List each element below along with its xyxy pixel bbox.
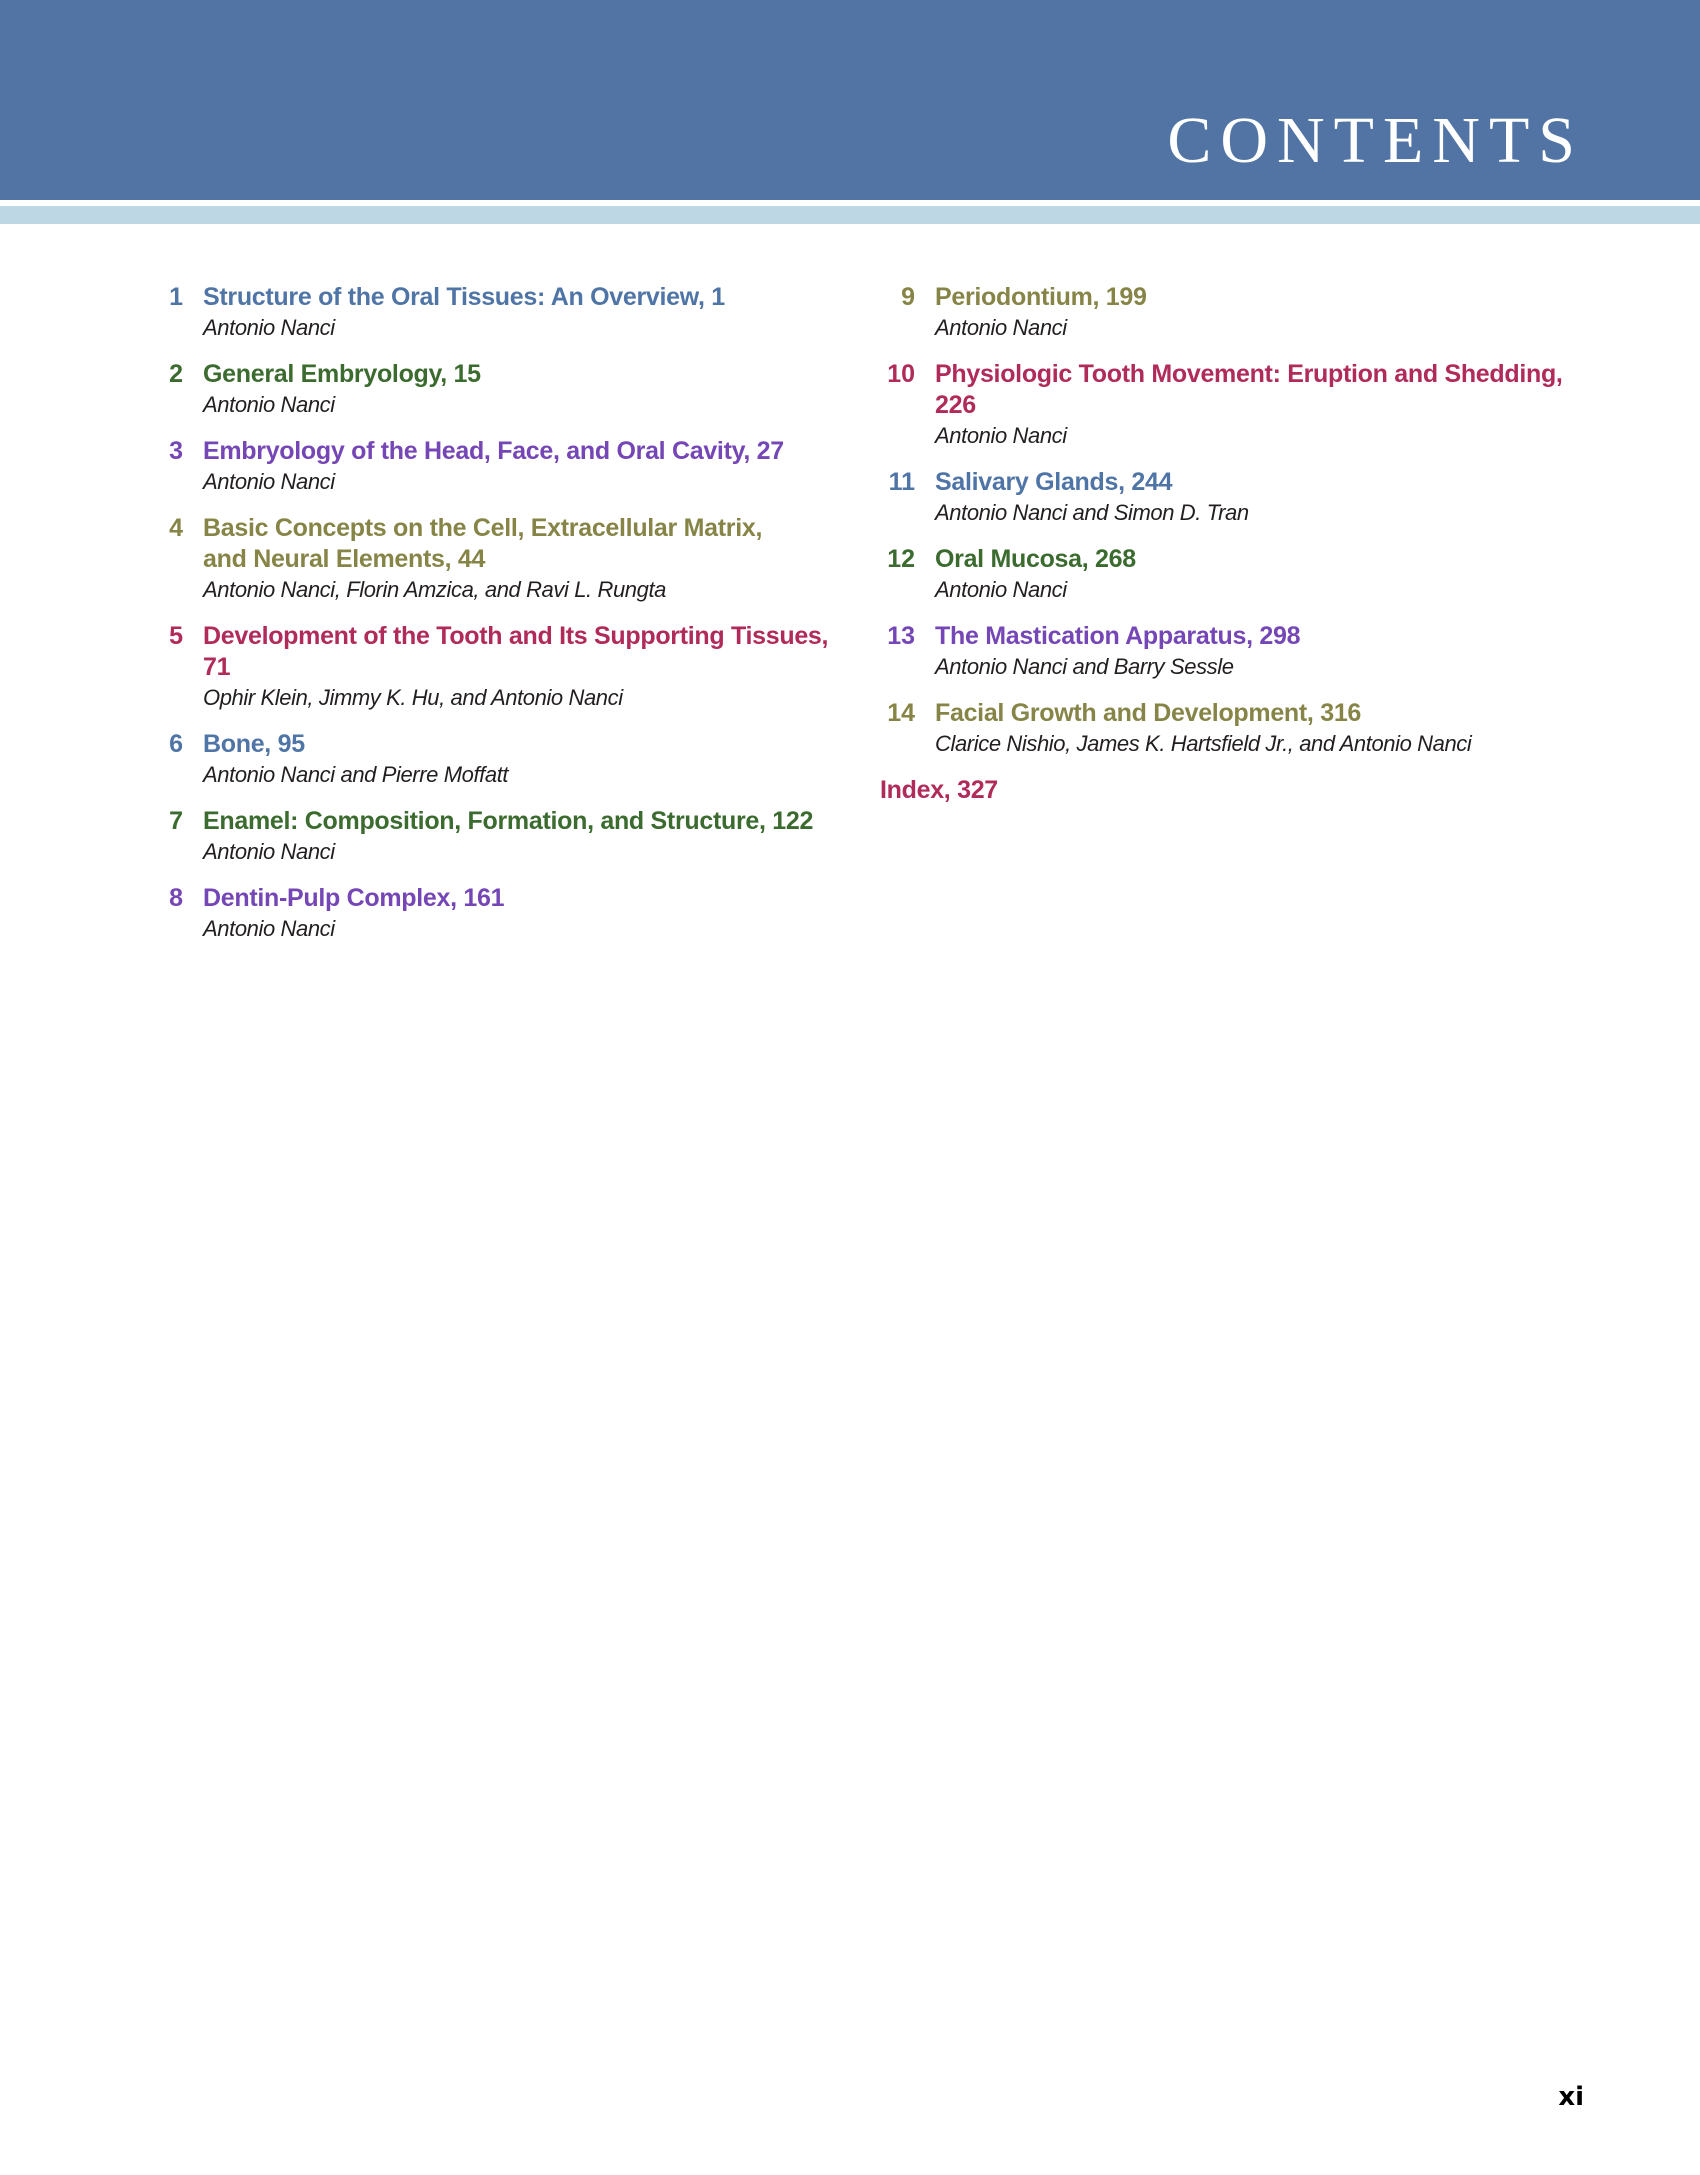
chapter-authors: Antonio Nanci (203, 315, 335, 340)
toc-entry[interactable] (140, 282, 840, 343)
page-number: xi (1558, 2082, 1584, 2112)
chapter-title-line: The Mastication Apparatus, 298 (935, 622, 1301, 650)
chapter-title[interactable] (203, 513, 762, 575)
chapter-authors: Antonio Nanci (935, 577, 1067, 602)
chapter-authors: Antonio Nanci, Florin Amzica, and Ravi L. Rungta (203, 577, 666, 602)
chapter-title[interactable] (935, 467, 1249, 498)
toc-entry[interactable] (880, 544, 1600, 605)
chapter-authors: Antonio Nanci (203, 916, 335, 941)
chapter-authors: Antonio Nanci and Pierre Moffatt (203, 762, 509, 787)
toc-entry[interactable] (140, 436, 840, 497)
chapter-number: 8 (169, 884, 183, 912)
toc-left-column (140, 282, 840, 960)
chapter-authors: Antonio Nanci (203, 839, 335, 864)
chapter-number: 3 (169, 437, 183, 465)
chapter-body (915, 467, 1249, 528)
toc-entry[interactable] (880, 698, 1600, 759)
chapter-authors: Antonio Nanci and Simon D. Tran (935, 500, 1249, 525)
chapter-title-line: Physiologic Tooth Movement: Eruption and Shedding, 226 (935, 360, 1563, 419)
toc-entry[interactable] (140, 806, 840, 867)
chapter-body (915, 282, 1147, 343)
chapter-title[interactable] (203, 282, 725, 313)
chapter-number: 13 (887, 622, 915, 650)
chapter-title-line: Periodontium, 199 (935, 283, 1147, 311)
chapter-title-line: Embryology of the Head, Face, and Oral Cavity, 27 (203, 437, 784, 465)
toc-entry[interactable] (140, 621, 840, 713)
toc-entry[interactable] (140, 883, 840, 944)
chapter-title[interactable] (203, 729, 508, 760)
chapter-title-line: and Neural Elements, 44 (203, 545, 486, 573)
chapter-body (183, 806, 813, 867)
chapter-number: 7 (169, 807, 183, 835)
chapter-authors: Antonio Nanci and Barry Sessle (935, 654, 1234, 679)
chapter-title-line: Facial Growth and Development, 316 (935, 699, 1362, 727)
chapter-title-line: Structure of the Oral Tissues: An Overview, 1 (203, 283, 725, 311)
chapter-body (183, 621, 840, 713)
chapter-title-line: Enamel: Composition, Formation, and Structure, 122 (203, 807, 814, 835)
chapter-body (183, 883, 504, 944)
chapter-body (183, 436, 784, 497)
chapter-number: 14 (887, 699, 915, 727)
chapter-number: 4 (169, 514, 183, 542)
toc-entry[interactable] (140, 359, 840, 420)
chapter-authors: Ophir Klein, Jimmy K. Hu, and Antonio Nanci (203, 685, 623, 710)
chapter-title-line: Bone, 95 (203, 730, 305, 758)
chapter-number: 9 (901, 283, 915, 311)
chapter-title[interactable] (203, 806, 813, 837)
chapter-title[interactable] (935, 698, 1471, 729)
toc-entry[interactable] (880, 621, 1600, 682)
chapter-body (915, 359, 1600, 451)
toc-entry[interactable] (880, 467, 1600, 528)
chapter-body (915, 544, 1136, 605)
chapter-title[interactable] (203, 883, 504, 914)
chapter-number: 1 (169, 283, 183, 311)
chapter-authors: Antonio Nanci (935, 315, 1067, 340)
toc-entry[interactable] (140, 729, 840, 790)
chapter-title-line: Development of the Tooth and Its Supporting Tissues, 71 (203, 622, 829, 681)
index-entry[interactable]: Index, 327 (880, 776, 998, 804)
chapter-authors: Antonio Nanci (935, 423, 1067, 448)
chapter-body (183, 282, 725, 343)
chapter-authors: Antonio Nanci (203, 392, 335, 417)
chapter-title-line: Basic Concepts on the Cell, Extracellular Matrix, (203, 514, 763, 542)
chapter-title[interactable] (203, 621, 840, 683)
chapter-body (915, 621, 1300, 682)
chapter-number: 10 (887, 360, 915, 388)
chapter-authors: Antonio Nanci (203, 469, 335, 494)
toc-right-column (880, 282, 1600, 806)
chapter-title[interactable] (935, 621, 1300, 652)
toc-entry[interactable] (880, 282, 1600, 343)
chapter-number: 6 (169, 730, 183, 758)
page-title: CONTENTS (1167, 104, 1584, 177)
header-stripe (0, 206, 1700, 224)
chapter-body (183, 729, 508, 790)
chapter-body (183, 359, 481, 420)
chapter-authors: Clarice Nishio, James K. Hartsfield Jr., and Antonio Nanci (935, 731, 1472, 756)
chapter-title-line: Oral Mucosa, 268 (935, 545, 1136, 573)
toc-entry[interactable] (140, 513, 840, 605)
chapter-body (915, 698, 1471, 759)
chapter-title[interactable] (935, 282, 1147, 313)
chapter-number: 5 (169, 622, 183, 650)
chapter-title[interactable] (935, 359, 1600, 421)
chapter-title-line: Dentin-Pulp Complex, 161 (203, 884, 505, 912)
chapter-body (183, 513, 762, 605)
chapter-title-line: Salivary Glands, 244 (935, 468, 1173, 496)
chapter-number: 12 (887, 545, 915, 573)
chapter-number: 11 (888, 468, 915, 496)
chapter-title-line: General Embryology, 15 (203, 360, 481, 388)
chapter-title[interactable] (935, 544, 1136, 575)
chapter-title[interactable] (203, 359, 481, 390)
chapter-number: 2 (169, 360, 183, 388)
chapter-title[interactable] (203, 436, 784, 467)
toc-entry[interactable] (880, 359, 1600, 451)
